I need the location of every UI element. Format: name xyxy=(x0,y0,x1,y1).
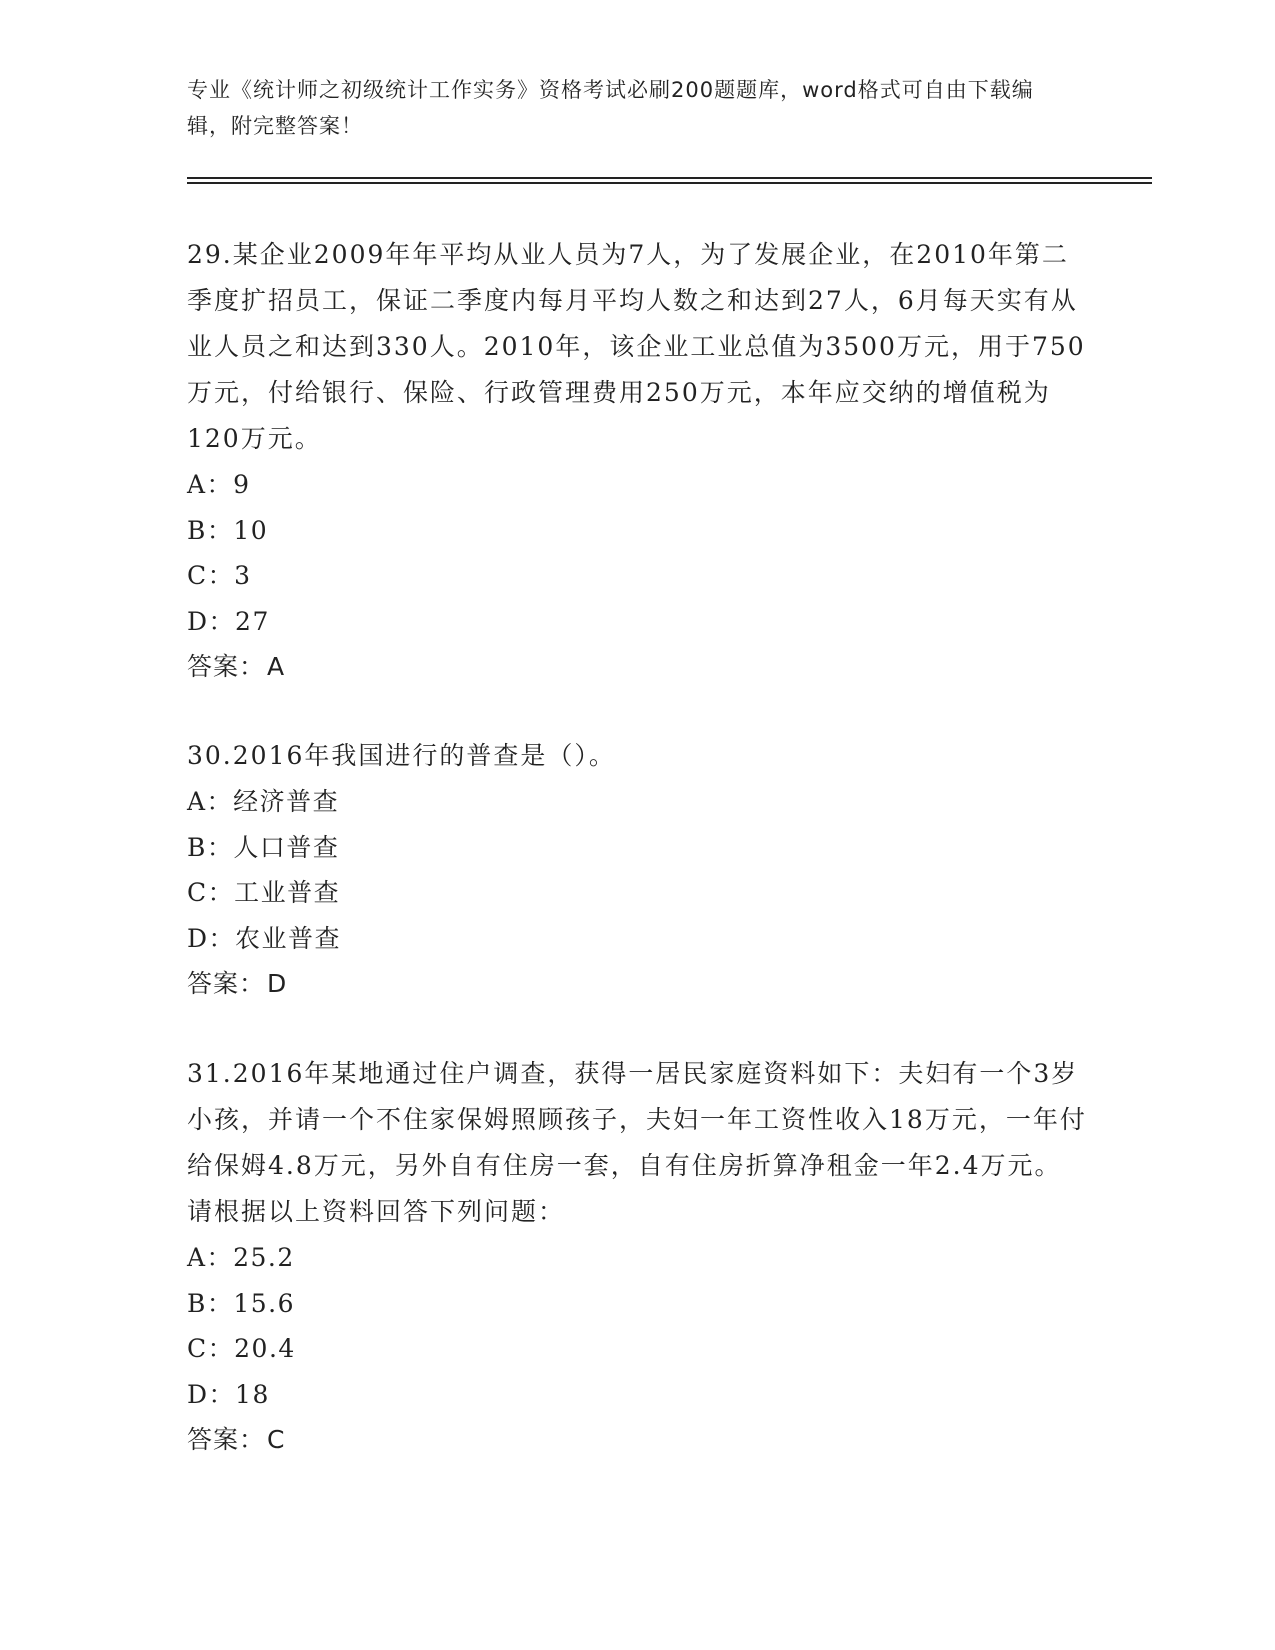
option-key: A： xyxy=(187,470,234,499)
document-header: 专业《统计师之初级统计工作实务》资格考试必刷200题题库，word格式可自由下载编辑，附完整答案！ xyxy=(187,78,1034,138)
question-29 xyxy=(187,232,1087,690)
option-key: A： xyxy=(187,1243,234,1272)
option-key: B： xyxy=(187,832,234,862)
option-key: C： xyxy=(187,561,235,590)
option-value: 15.6 xyxy=(233,1288,296,1318)
option-a xyxy=(187,779,1087,825)
answer-line xyxy=(187,644,1087,690)
answer-line xyxy=(187,961,1087,1007)
header-divider-bottom xyxy=(187,182,1152,184)
option-c xyxy=(187,553,1087,599)
option-a xyxy=(187,462,1087,508)
question-stem: 29.某企业2009年年平均从业人员为7人，为了发展企业，在2010年第二季度扩招员工，保证二季度内每月平均人数之和达到27人，6月每天实有从业人员之和达到330人。2010年，该企业工业总值为3500万元，用于750万元，付给银行、保险、行政管理费用250万元，本年应交纳的增值税为120万元。 xyxy=(187,240,1086,453)
question-stem: 30.2016年我国进行的普查是（）。 xyxy=(187,741,616,770)
option-value: 18 xyxy=(235,1379,270,1409)
option-key: D： xyxy=(187,923,236,953)
header-divider-top xyxy=(187,177,1152,179)
option-key: B： xyxy=(187,1288,234,1318)
option-key: B： xyxy=(187,515,234,545)
answer-value: C xyxy=(267,1425,286,1454)
option-c xyxy=(187,870,1087,916)
option-d xyxy=(187,916,1087,962)
option-value: 27 xyxy=(235,606,270,636)
option-key: A： xyxy=(187,787,234,816)
option-b xyxy=(187,1281,1087,1327)
option-key: D： xyxy=(187,1379,236,1409)
option-a xyxy=(187,1235,1087,1281)
answer-value: D xyxy=(267,969,288,998)
option-key: D： xyxy=(187,606,236,636)
option-d xyxy=(187,599,1087,645)
answer-line xyxy=(187,1417,1087,1463)
option-value: 20.4 xyxy=(234,1334,296,1363)
option-c xyxy=(187,1326,1087,1372)
option-b xyxy=(187,508,1087,554)
option-value: 人口普查 xyxy=(233,832,340,862)
answer-value: A xyxy=(267,652,286,681)
question-31 xyxy=(187,1051,1087,1463)
option-value: 经济普查 xyxy=(233,787,340,816)
answer-label: 答案： xyxy=(187,652,266,681)
answer-label: 答案： xyxy=(187,969,266,998)
option-value: 农业普查 xyxy=(235,923,342,953)
question-30 xyxy=(187,733,1087,1007)
option-value: 25.2 xyxy=(233,1243,295,1272)
option-value: 工业普查 xyxy=(234,878,341,907)
option-value: 3 xyxy=(234,561,252,590)
question-stem: 31.2016年某地通过住户调查，获得一居民家庭资料如下：夫妇有一个3岁小孩，并请一个不住家保姆照顾孩子，夫妇一年工资性收入18万元，一年付给保姆4.8万元，另外自有住房一套，自有住房折算净租金一年2.4万元。请根据以上资料回答下列问题： xyxy=(187,1059,1087,1226)
answer-label: 答案： xyxy=(187,1425,266,1454)
option-b xyxy=(187,825,1087,871)
option-value: 10 xyxy=(233,515,269,545)
option-key: C： xyxy=(187,1334,235,1363)
option-value: 9 xyxy=(233,470,251,499)
option-key: C： xyxy=(187,878,235,907)
option-d xyxy=(187,1372,1087,1418)
